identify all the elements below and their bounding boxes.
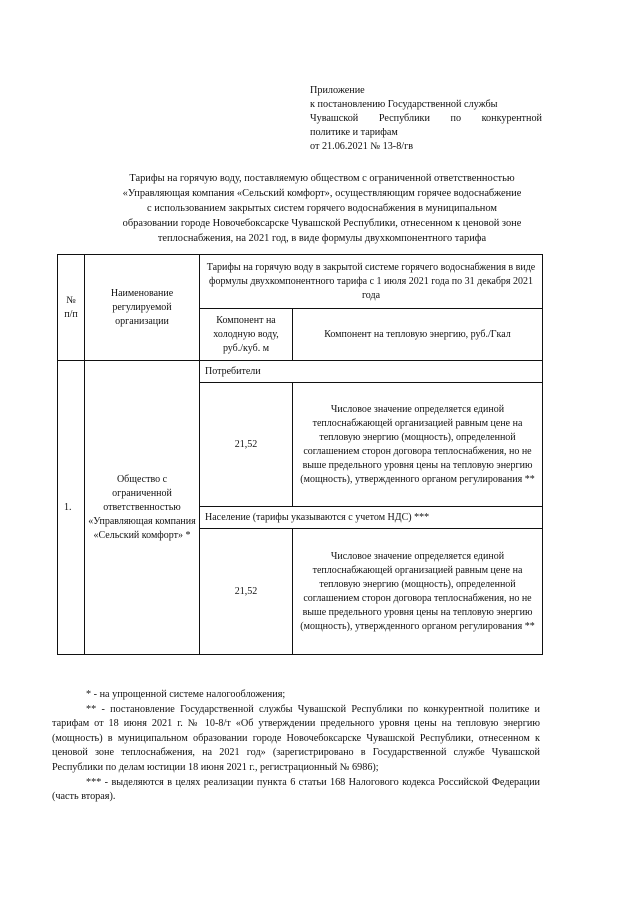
appendix-date-number: от 21.06.2021 № 13-8/гв <box>310 141 414 152</box>
header-org: Наименование регулируемой организации <box>85 255 200 361</box>
header-num: № п/п <box>58 255 85 361</box>
heat-value-consumers: Числовое значение определяется единой теплоснабжающей организацией равным цене на тепловую энергию (мощность), определенной соглашением сторон договора теплоснабжения, но не выше предельного уровня цены на тепловую энергию (мощность), утвержденного органом регулирования ** <box>293 383 543 507</box>
title-line: с использованием закрытых систем горячего водоснабжения в муниципальном <box>147 203 497 214</box>
title-line: теплоснабжения, на 2021 год, в виде формулы двухкомпонентного тарифа <box>157 233 487 244</box>
group-label-population: Население (тарифы указываются с учетом НДС) *** <box>200 507 543 529</box>
document-title <box>52 171 592 246</box>
appendix-authority-cont: политике и тарифам <box>310 127 398 138</box>
table-header-row <box>58 255 543 309</box>
row-number: 1. <box>58 361 85 655</box>
appendix-authority: Чувашской Республики по конкурентной <box>310 113 542 124</box>
header-tariff: Тарифы на горячую воду в закрытой системе горячего водоснабжения в виде формулы двухкомпонентного тарифа с 1 июля 2021 года по 31 декабря 2021 года <box>200 255 543 309</box>
org-name: Общество с ограниченной ответственностью «Управляющая компания «Сельский комфорт» * <box>85 361 200 655</box>
group-label-consumers: Потребители <box>200 361 543 383</box>
table-row <box>58 361 543 383</box>
footnote-1: * - на упрощенной системе налогообложения; <box>86 689 286 700</box>
tariff-table <box>57 254 543 655</box>
cold-value-consumers: 21,52 <box>200 383 293 507</box>
appendix-header <box>310 84 542 154</box>
footnote-2: ** - постановление Государственной службы Чувашской Республики по конкурентной политике и тарифам от 18 июня 2021 г. № 10-8/т «Об утверждении предельного уровня цены на тепловую энергию (мощность) в муниципальном образовании городе Новочебоксарске Чувашской Республики, отнесенном к ценовой зоне теплоснабжения, на 2021 год» (зарегистрировано в Государственной службе Чувашской Республики по делам юстиции 18 июня 2021 г., регистрационный № 6986); <box>52 703 540 773</box>
header-cold-component: Компонент на холодную воду, руб./куб. м <box>200 309 293 361</box>
footnote-3: *** - выделяются в целях реализации пункта 6 статьи 168 Налогового кодекса Российской Федерации (часть вторая). <box>52 776 540 803</box>
title-line: образовании городе Новочебоксарске Чувашской Республики, отнесенном к ценовой зоне <box>122 218 522 229</box>
title-line: Тарифы на горячую воду, поставляемую обществом с ограниченной ответственностью <box>129 173 515 184</box>
appendix-resolution: к постановлению Государственной службы <box>310 99 498 110</box>
title-line: «Управляющая компания «Сельский комфорт», осуществляющим горячее водоснабжение <box>122 188 522 199</box>
header-heat-component: Компонент на тепловую энергию, руб./Гкал <box>293 309 543 361</box>
heat-value-population: Числовое значение определяется единой теплоснабжающей организацией равным цене на тепловую энергию (мощность), определенной соглашением сторон договора теплоснабжения, но не выше предельного уровня цены на тепловую энергию (мощность), утвержденного органом регулирования ** <box>293 529 543 655</box>
cold-value-population: 21,52 <box>200 529 293 655</box>
footnotes <box>52 688 540 805</box>
appendix-label: Приложение <box>310 85 365 96</box>
